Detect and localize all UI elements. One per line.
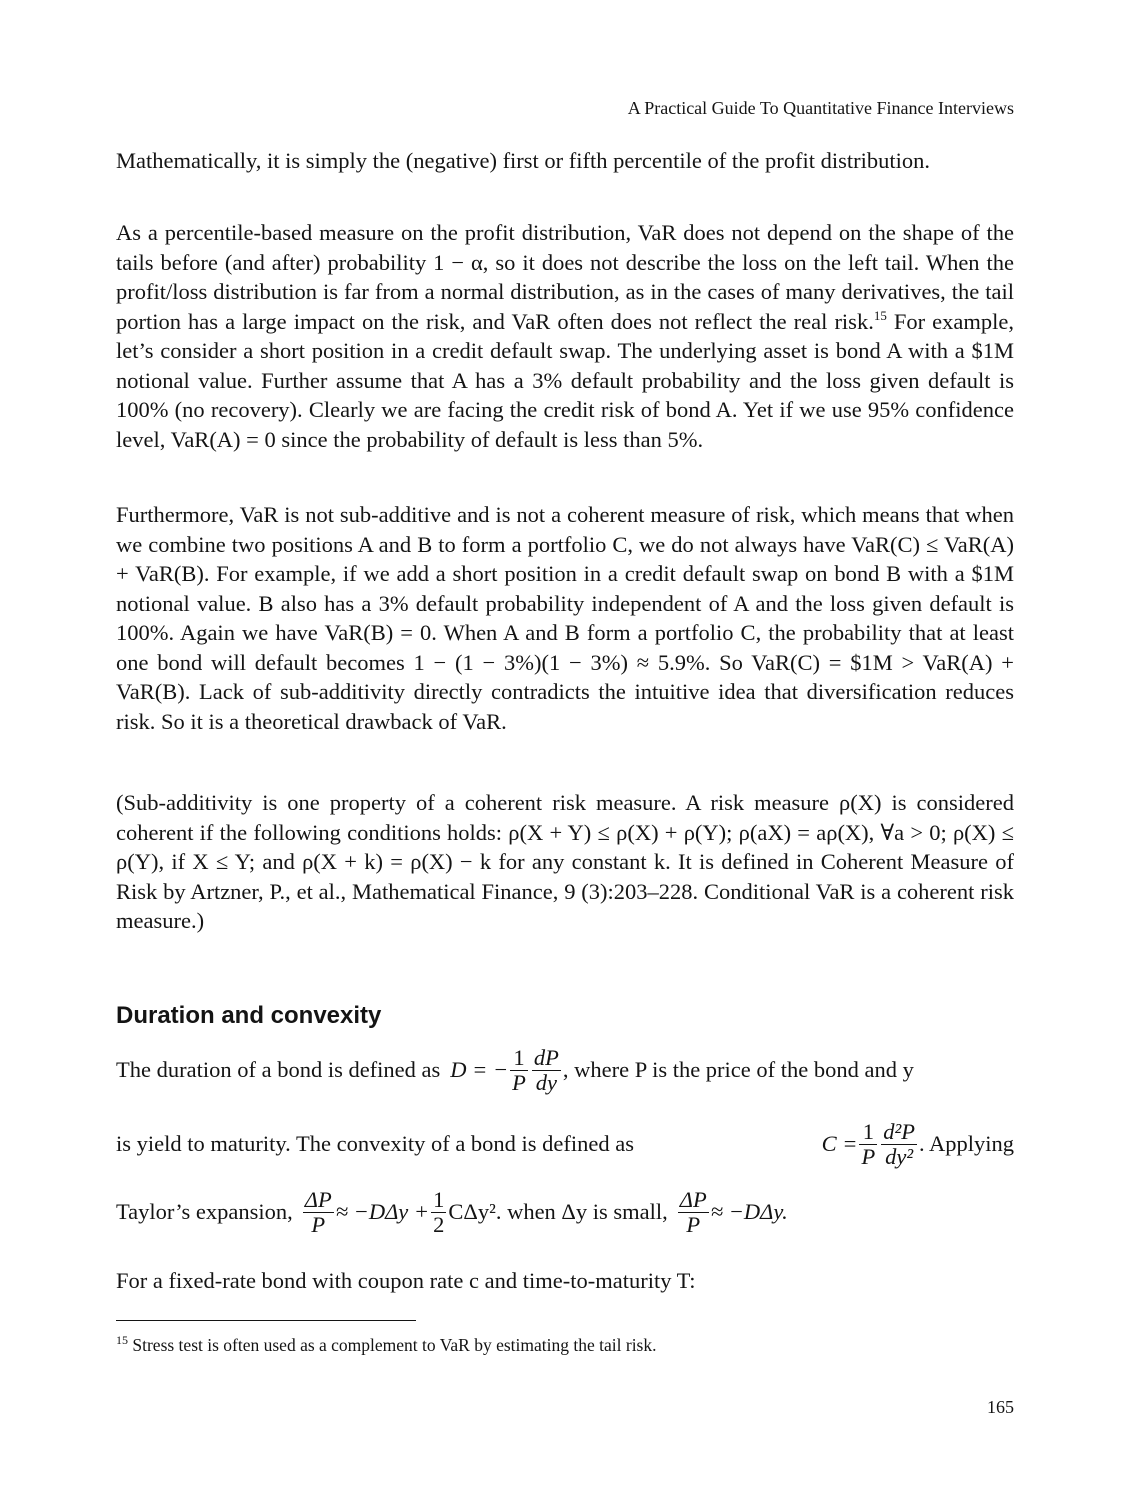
footnote-text: Stress test is often used as a complement to VaR by estimating the tail risk. — [132, 1335, 657, 1355]
paragraph-var-tails-text-a: As a percentile-based measure on the profit distribution, VaR does not depend on the shape of the tails before (and after) probability 1 − α, so it does not describe the loss on the left tail. When the profit/loss distribution is far from a normal distribution, as in the cases of many derivatives, the tail portion has a large impact on the risk, and VaR often does not reflect the real risk. — [116, 220, 1014, 334]
section-heading: Duration and convexity — [116, 1002, 382, 1029]
convexity-definition — [116, 1120, 1014, 1168]
duration-f2-num: dP — [533, 1045, 559, 1070]
duration-f1-den: P — [512, 1069, 526, 1095]
convexity-tail: . Applying — [918, 1131, 1014, 1157]
duration-fraction-2 — [532, 1046, 561, 1094]
taylor-h-den: 2 — [433, 1211, 445, 1237]
taylor-middle-2: CΔy². when Δy is small, — [448, 1199, 668, 1225]
duration-lhs: D = − — [450, 1057, 509, 1083]
taylor-fraction-2 — [678, 1188, 709, 1236]
paragraph-var-tails — [116, 218, 1014, 454]
taylor-f-den: P — [311, 1211, 326, 1237]
duration-f1-num: 1 — [510, 1046, 528, 1071]
footnote — [116, 1335, 1014, 1356]
taylor-fraction-half — [431, 1188, 446, 1236]
convexity-fraction-1 — [859, 1120, 877, 1168]
footnote-ref: 15 — [873, 307, 887, 323]
taylor-expansion — [116, 1188, 1014, 1236]
taylor-end: ≈ −DΔy. — [710, 1199, 788, 1225]
duration-text: The duration of a bond is defined as — [116, 1057, 441, 1083]
duration-tail: , where P is the price of the bond and y — [562, 1057, 914, 1083]
paragraph-coherent: (Sub-additivity is one property of a coherent risk measure. A risk measure ρ(X) is considered coherent if the following conditions holds: ρ(X + Y) ≤ ρ(X) + ρ(Y); ρ(aX) = aρ(X), ∀a > 0; ρ(X) ≤ ρ(Y), if X ≤ Y; and ρ(X + k) = ρ(X) − k for any constant k. It is defined in Coherent Measure of Risk by Artzner, P., et al., Mathematical Finance, 9 (3):203–228. Conditional VaR is a coherent risk measure.) — [116, 790, 1014, 933]
convexity-f1-den: P — [861, 1143, 876, 1169]
taylor-g-den: P — [686, 1211, 701, 1237]
paragraph-sub-additivity: Furthermore, VaR is not sub-additive and is not a coherent measure of risk, which means that when we combine two positions A and B to form a portfolio C, we do not always have VaR(C) ≤ VaR(A) + VaR(B). For example, if we add a short position in a credit default swap on bond B with a $1M notional value. B also has a 3% default probability independent of A and the loss given default is 100%. Again we have VaR(B) = 0. When A and B form a portfolio C, the probability that at least one bond will default becomes 1 − (1 − 3%)(1 − 3%) ≈ 5.9%. So VaR(C) = $1M > VaR(A) + VaR(B). Lack of sub-additivity directly contradicts the intuitive idea that diversification reduces risk. So it is a theoretical drawback of VaR. — [116, 502, 1014, 734]
convexity-f1-num: 1 — [859, 1120, 877, 1145]
taylor-f-num: ΔP — [304, 1187, 332, 1212]
convexity-formula — [822, 1120, 1014, 1168]
taylor-middle-1: ≈ −DΔy + — [335, 1199, 430, 1225]
taylor-h-num: 1 — [433, 1187, 445, 1212]
page-number: 165 — [987, 1397, 1014, 1417]
footnote-divider — [116, 1320, 416, 1321]
duration-f2-den: dy — [535, 1069, 558, 1095]
convexity-text: is yield to maturity. The convexity of a bond is defined as — [116, 1131, 635, 1157]
paragraph-var-tails-text-b: For example, let’s consider a short position in a credit default swap. The underlying asset is bond A with a $1M notional value. Further assume that A has a 3% default probability and the loss given default is 100% (no recovery). Clearly we are facing the credit risk of bond A. Yet if we use 95% confidence level, VaR(A) = 0 since the probability of default is less than 5%. — [116, 308, 1014, 452]
running-header: A Practical Guide To Quantitative Finance Interviews — [627, 98, 1014, 118]
convexity-f2-den: dy² — [885, 1143, 914, 1169]
duration-fraction-1 — [510, 1046, 528, 1094]
duration-definition — [116, 1046, 1014, 1094]
footnote-number: 15 — [116, 1333, 128, 1347]
paragraph-percentile: Mathematically, it is simply the (negative) first or fifth percentile of the profit distribution. — [116, 148, 930, 173]
taylor-g-num: ΔP — [679, 1187, 707, 1212]
taylor-fraction-1 — [303, 1188, 334, 1236]
convexity-fraction-2 — [881, 1120, 917, 1168]
taylor-text: Taylor’s expansion, — [116, 1199, 293, 1225]
convexity-f2-num: d²P — [883, 1119, 915, 1144]
convexity-lhs: C = — [821, 1131, 858, 1157]
paragraph-fixed-rate: For a fixed-rate bond with coupon rate c and time-to-maturity T: — [116, 1268, 696, 1293]
